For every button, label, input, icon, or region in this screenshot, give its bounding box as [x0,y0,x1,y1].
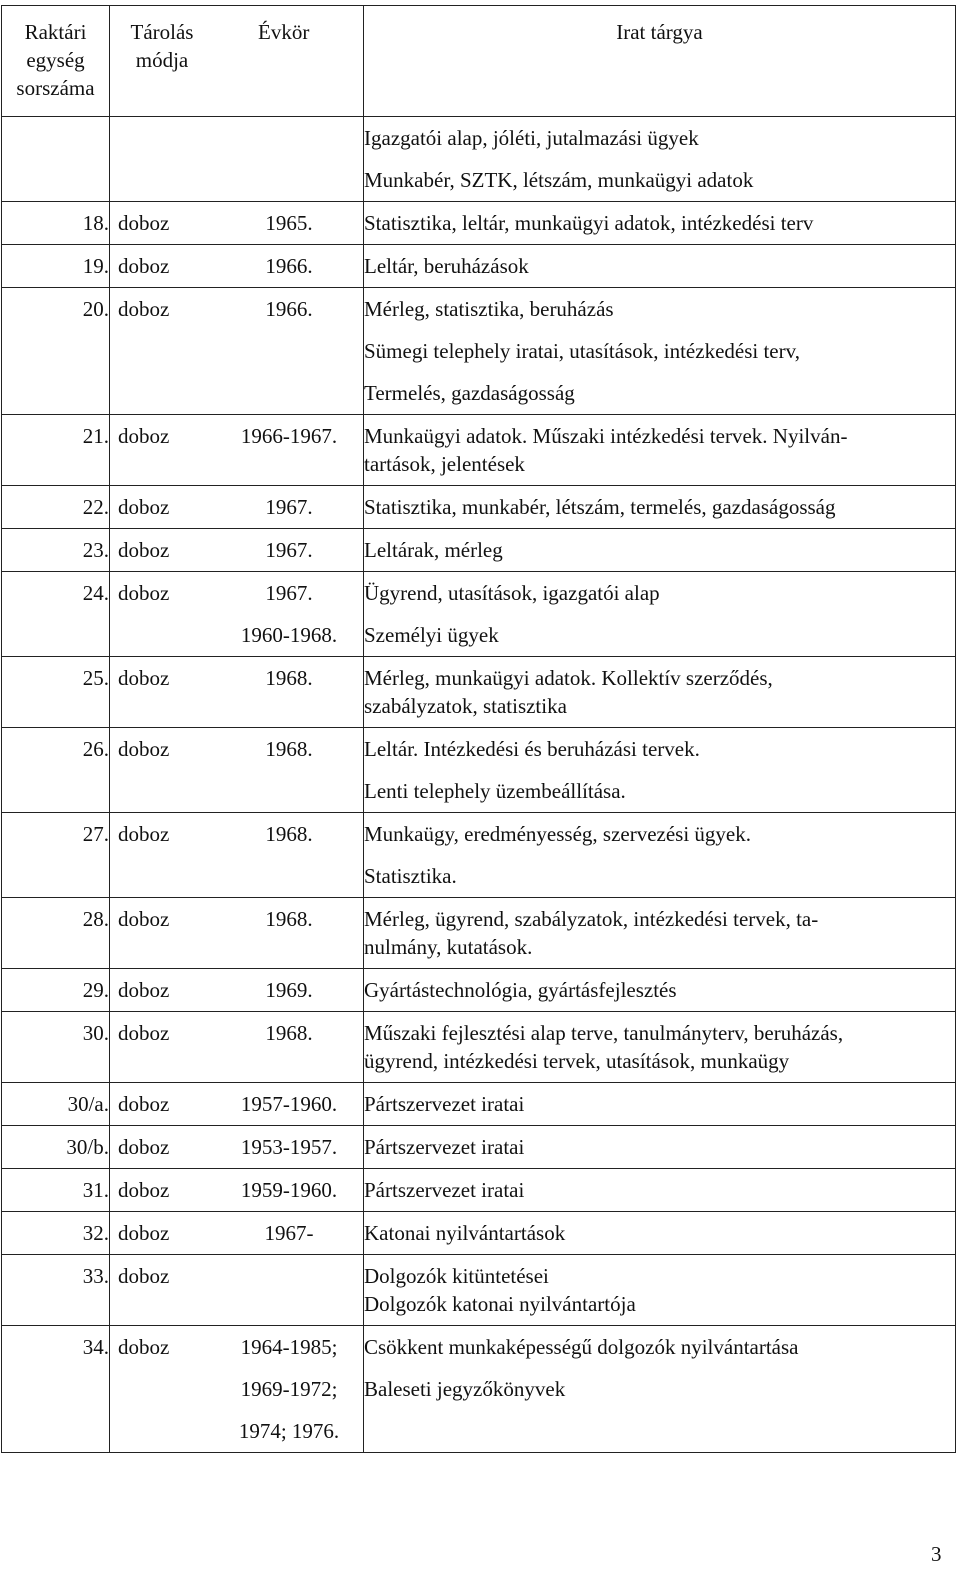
subject-cell [364,415,956,486]
subject-line: nulmány, kutatások. [364,935,533,959]
subject-line: Munkabér, SZTK, létszám, munkaügyi adatok [364,168,754,192]
unit-number: 30/a. [67,1092,109,1116]
year-range: 1974; 1976. [238,1419,340,1443]
unit-number: 26. [82,737,109,761]
header-subject: Irat tárgya [364,6,956,117]
storage-years-cell [110,245,364,288]
unit-number-cell [2,486,110,529]
storage-years-cell [110,572,364,657]
storage-type: doboz [118,1335,170,1359]
unit-number: 24. [82,581,109,605]
unit-number: 27. [82,822,109,846]
year-range: 1964-1985; [240,1335,338,1359]
table-row [2,117,956,202]
year-range: 1967. [265,538,313,562]
subject-cell [364,1083,956,1126]
storage-type: doboz [118,211,170,235]
year-range: 1968. [265,822,313,846]
subject-line: Dolgozók katonai nyilvántartója [364,1292,636,1316]
subject-line: Munkaügy, eredményesség, szervezési ügyek. [364,822,752,846]
unit-number-cell [2,202,110,245]
unit-number: 28. [82,907,109,931]
year-range: 1953-1957. [240,1135,338,1159]
subject-line: Ügyrend, utasítások, igazgatói alap [364,581,660,605]
unit-number-cell [2,415,110,486]
year-range: 1969. [265,978,313,1002]
header-years: Évkör [258,20,310,44]
year-range: 1966. [265,297,313,321]
subject-line: Sümegi telephely iratai, utasítások, intézkedési terv, [364,339,801,363]
subject-line: Személyi ügyek [364,623,499,647]
subject-cell [364,1326,956,1453]
unit-number-cell [2,1212,110,1255]
subject-line: Lenti telephely üzembeállítása. [364,779,626,803]
storage-type: doboz [118,1264,170,1288]
unit-number-cell [2,1012,110,1083]
storage-years-cell [110,1126,364,1169]
year-range: 1967. [265,581,313,605]
storage-years-cell [110,1255,364,1326]
subject-line: Pártszervezet iratai [364,1135,525,1159]
archive-inventory-table [1,5,956,1453]
storage-type: doboz [118,495,170,519]
subject-line: Mérleg, munkaügyi adatok. Kollektív szerződés, [364,666,773,690]
storage-years-cell [110,969,364,1012]
table-row [2,202,956,245]
storage-years-cell [110,1012,364,1083]
unit-number-cell [2,898,110,969]
subject-line: Leltár, beruházások [364,254,529,278]
storage-years-cell [110,486,364,529]
storage-years-cell [110,813,364,898]
subject-cell [364,898,956,969]
unit-number: 34. [82,1335,109,1359]
storage-type: doboz [118,666,170,690]
table-row [2,969,956,1012]
subject-line: Gyártástechnológia, gyártásfejlesztés [364,978,677,1002]
unit-number-cell [2,1255,110,1326]
unit-number-cell [2,813,110,898]
table-row [2,1169,956,1212]
year-range: 1968. [265,666,313,690]
unit-number-cell [2,728,110,813]
storage-type: doboz [118,737,170,761]
unit-number: 30/b. [66,1135,109,1159]
header-storage-and-years [110,6,364,117]
unit-number [2,117,109,159]
subject-cell [364,1212,956,1255]
year-range: 1968. [265,907,313,931]
year-range: 1960-1968. [240,623,338,647]
subject-line: Munkaügyi adatok. Műszaki intézkedési tervek. Nyilván- [364,424,848,448]
subject-cell [364,969,956,1012]
storage-years-cell [110,898,364,969]
storage-type: doboz [118,297,170,321]
unit-number-cell [2,529,110,572]
storage-type: doboz [118,1135,170,1159]
table-row [2,415,956,486]
storage-years-cell [110,288,364,415]
unit-number: 31. [82,1178,109,1202]
header-unit-number: Raktári egység sorszáma [2,6,110,117]
subject-cell [364,486,956,529]
table-row [2,1083,956,1126]
table-row [2,1326,956,1453]
subject-cell [364,288,956,415]
subject-line: Leltár. Intézkedési és beruházási tervek. [364,737,700,761]
storage-years-cell [110,1326,364,1453]
table-row [2,813,956,898]
unit-number: 30. [82,1021,109,1045]
table-row [2,657,956,728]
table-row [2,288,956,415]
subject-line: Igazgatói alap, jóléti, jutalmazási ügyek [364,126,699,150]
unit-number: 22. [82,495,109,519]
storage-type: doboz [118,1178,170,1202]
subject-line: Mérleg, statisztika, beruházás [364,297,614,321]
subject-cell [364,813,956,898]
page-number: 3 [931,1542,942,1566]
storage-type: doboz [118,907,170,931]
storage-years-cell [110,117,364,202]
subject-cell [364,529,956,572]
subject-cell [364,1126,956,1169]
storage-type: doboz [118,1092,170,1116]
storage-type: doboz [118,978,170,1002]
storage-type: doboz [118,822,170,846]
unit-number: 32. [82,1221,109,1245]
subject-cell [364,1012,956,1083]
year-range: 1968. [265,1021,313,1045]
unit-number-cell [2,1083,110,1126]
year-range: 1966-1967. [240,424,338,448]
unit-number-cell [2,1126,110,1169]
subject-cell [364,572,956,657]
table-row [2,728,956,813]
subject-cell [364,202,956,245]
table-row [2,1126,956,1169]
unit-number: 21. [82,424,109,448]
storage-years-cell [110,529,364,572]
subject-line: Termelés, gazdaságosság [364,381,575,405]
subject-line: Baleseti jegyzőkönyvek [364,1377,566,1401]
storage-years-cell [110,657,364,728]
subject-line: ügyrend, intézkedési tervek, utasítások, munkaügy [364,1049,790,1073]
storage-years-cell [110,1169,364,1212]
year-range: 1957-1960. [240,1092,338,1116]
unit-number: 29. [82,978,109,1002]
unit-number: 19. [82,254,109,278]
table-header-row [2,6,956,117]
subject-cell [364,1169,956,1212]
table-row [2,1212,956,1255]
subject-line: Statisztika. [364,864,457,888]
storage-years-cell [110,415,364,486]
subject-line: Statisztika, munkabér, létszám, termelés, gazdaságosság [364,495,836,519]
table-body [2,117,956,1453]
unit-number-cell [2,572,110,657]
year-range: 1968. [265,737,313,761]
year-range: 1965. [265,211,313,235]
storage-type: doboz [118,1021,170,1045]
subject-line: Mérleg, ügyrend, szabályzatok, intézkedési tervek, ta- [364,907,819,931]
unit-number-cell [2,1169,110,1212]
subject-line: Katonai nyilvántartások [364,1221,566,1245]
unit-number: 20. [82,297,109,321]
storage-years-cell [110,1212,364,1255]
subject-cell [364,1255,956,1326]
storage-type: doboz [118,1221,170,1245]
unit-number: 18. [82,211,109,235]
year-range: 1967. [265,495,313,519]
subject-cell [364,728,956,813]
table-row [2,572,956,657]
year-range: 1959-1960. [240,1178,338,1202]
subject-line: Pártszervezet iratai [364,1178,525,1202]
unit-number-cell [2,117,110,202]
storage-years-cell [110,728,364,813]
storage-type: doboz [118,254,170,278]
unit-number-cell [2,245,110,288]
year-range: 1966. [265,254,313,278]
table-row [2,898,956,969]
unit-number-cell [2,657,110,728]
header-storage-type: Tárolás módja [130,20,194,72]
table-row [2,486,956,529]
subject-line: Pártszervezet iratai [364,1092,525,1116]
storage-years-cell [110,202,364,245]
subject-cell [364,117,956,202]
unit-number-cell [2,1326,110,1453]
storage-years-cell [110,1083,364,1126]
subject-cell [364,245,956,288]
subject-line: Statisztika, leltár, munkaügyi adatok, intézkedési terv [364,211,814,235]
unit-number-cell [2,288,110,415]
subject-line: Leltárak, mérleg [364,538,503,562]
subject-line: tartások, jelentések [364,452,525,476]
table-row [2,245,956,288]
unit-number-cell [2,969,110,1012]
year-range: 1969-1972; [240,1377,338,1401]
storage-type: doboz [118,424,170,448]
table-row [2,529,956,572]
subject-cell [364,657,956,728]
unit-number: 33. [82,1264,109,1288]
subject-line: Műszaki fejlesztési alap terve, tanulmányterv, beruházás, [364,1021,844,1045]
storage-type: doboz [118,538,170,562]
storage-type: doboz [118,581,170,605]
subject-line: szabályzatok, statisztika [364,694,567,718]
unit-number: 23. [82,538,109,562]
table-row [2,1255,956,1326]
year-range: 1967- [264,1221,314,1245]
subject-line: Dolgozók kitüntetései [364,1264,549,1288]
subject-line: Csökkent munkaképességű dolgozók nyilvántartása [364,1335,799,1359]
unit-number: 25. [82,666,109,690]
table-row [2,1012,956,1083]
